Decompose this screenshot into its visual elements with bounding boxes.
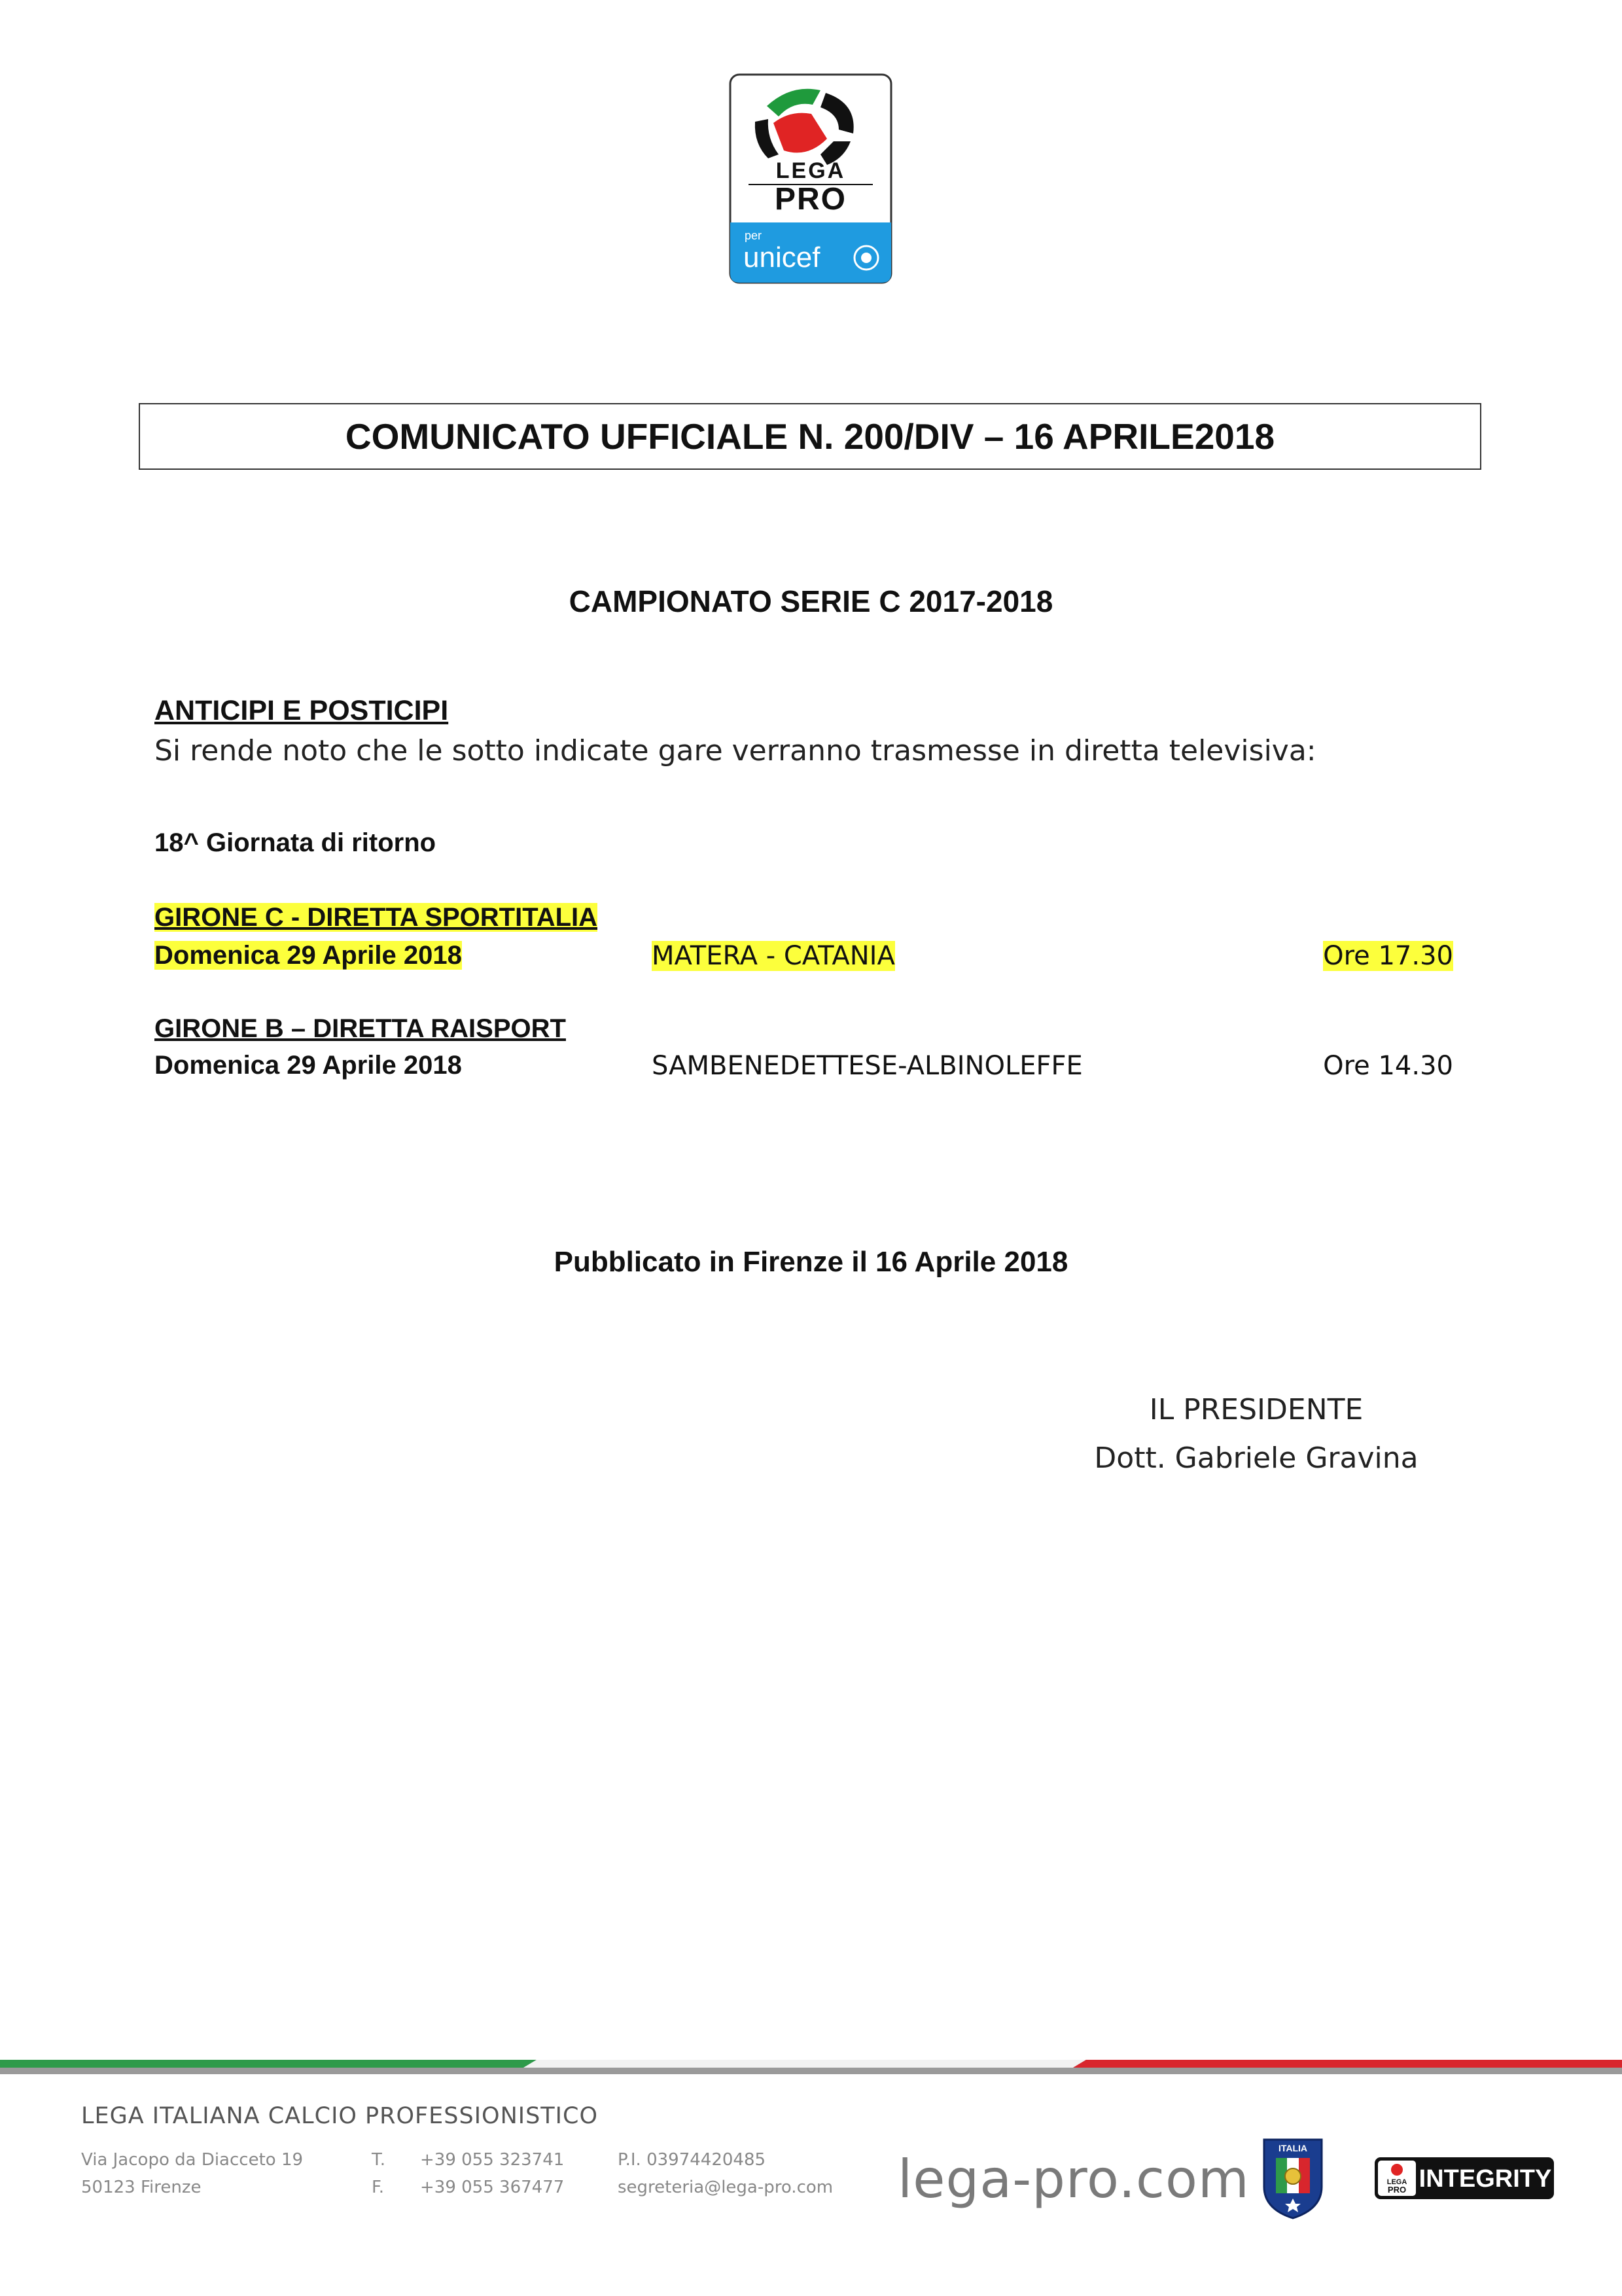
- section-heading: ANTICIPI E POSTICIPI: [154, 695, 449, 726]
- footer-phone-label: T.: [372, 2150, 386, 2170]
- footer-address-line2: 50123 Firenze: [81, 2178, 202, 2197]
- figc-shield-logo: [1261, 2136, 1324, 2221]
- group-c-match: [652, 941, 895, 971]
- lega-pro-integrity-logo: [1374, 2157, 1555, 2200]
- footer-fax-label: F.: [372, 2178, 385, 2197]
- group-c-time-text: Ore 17.30: [1323, 941, 1453, 971]
- group-b-match: SAMBENEDETTESE-ALBINOLEFFE: [652, 1051, 1083, 1081]
- group-b-date: Domenica 29 Aprile 2018: [154, 1051, 462, 1080]
- footer-organization: LEGA ITALIANA CALCIO PROFESSIONISTICO: [81, 2103, 598, 2129]
- footer-address-line1: Via Jacopo da Diacceto 19: [81, 2150, 304, 2170]
- signature-role: IL PRESIDENTE: [1149, 1393, 1364, 1426]
- logo-per-text: per: [745, 229, 762, 242]
- footer-website[interactable]: lega-pro.com: [898, 2149, 1250, 2210]
- group-c-date-text: Domenica 29 Aprile 2018: [154, 941, 462, 970]
- document-title: COMUNICATO UFFICIALE N. 200/DIV – 16 APRILE2018: [345, 416, 1275, 457]
- footer-email[interactable]: segreteria@lega-pro.com: [618, 2178, 834, 2197]
- championship-heading: CAMPIONATO SERIE C 2017-2018: [569, 584, 1053, 618]
- logo-lega-text: LEGA: [775, 158, 846, 183]
- logo-unicef-text: unicef: [743, 241, 820, 274]
- integrity-text: INTEGRITY: [1419, 2165, 1552, 2193]
- group-c-match-text: MATERA - CATANIA: [652, 941, 895, 971]
- footer-vat: P.I. 03974420485: [618, 2150, 766, 2170]
- intro-text: Si rende noto che le sotto indicate gare verranno trasmesse in diretta televisiva:: [154, 734, 1316, 768]
- logo-pro-text: PRO: [774, 182, 847, 217]
- group-b-title: GIRONE B – DIRETTA RAISPORT: [154, 1014, 566, 1043]
- signature-name: Dott. Gabriele Gravina: [1094, 1441, 1419, 1475]
- group-b-time: Ore 14.30: [1323, 1051, 1453, 1081]
- group-c-time: [1323, 941, 1453, 971]
- lega-pro-unicef-logo: [729, 73, 892, 284]
- group-c-title: [154, 903, 597, 932]
- figc-italia-text: ITALIA: [1278, 2143, 1308, 2153]
- group-c-title-text: GIRONE C - DIRETTA SPORTITALIA: [154, 903, 598, 932]
- group-c-date: [154, 941, 462, 970]
- integrity-mini-pro-text: PRO: [1387, 2185, 1407, 2195]
- published-note: Pubblicato in Firenze il 16 Aprile 2018: [554, 1246, 1068, 1278]
- signature-block: [1047, 1386, 1466, 1483]
- footer-tricolor-stripe: [0, 2060, 1622, 2074]
- footer-fax: +39 055 367477: [420, 2178, 565, 2197]
- integrity-mini-lega-text: LEGA: [1386, 2178, 1407, 2186]
- round-label: 18^ Giornata di ritorno: [154, 828, 436, 857]
- footer-phone: +39 055 323741: [420, 2150, 565, 2170]
- title-box: [139, 403, 1481, 470]
